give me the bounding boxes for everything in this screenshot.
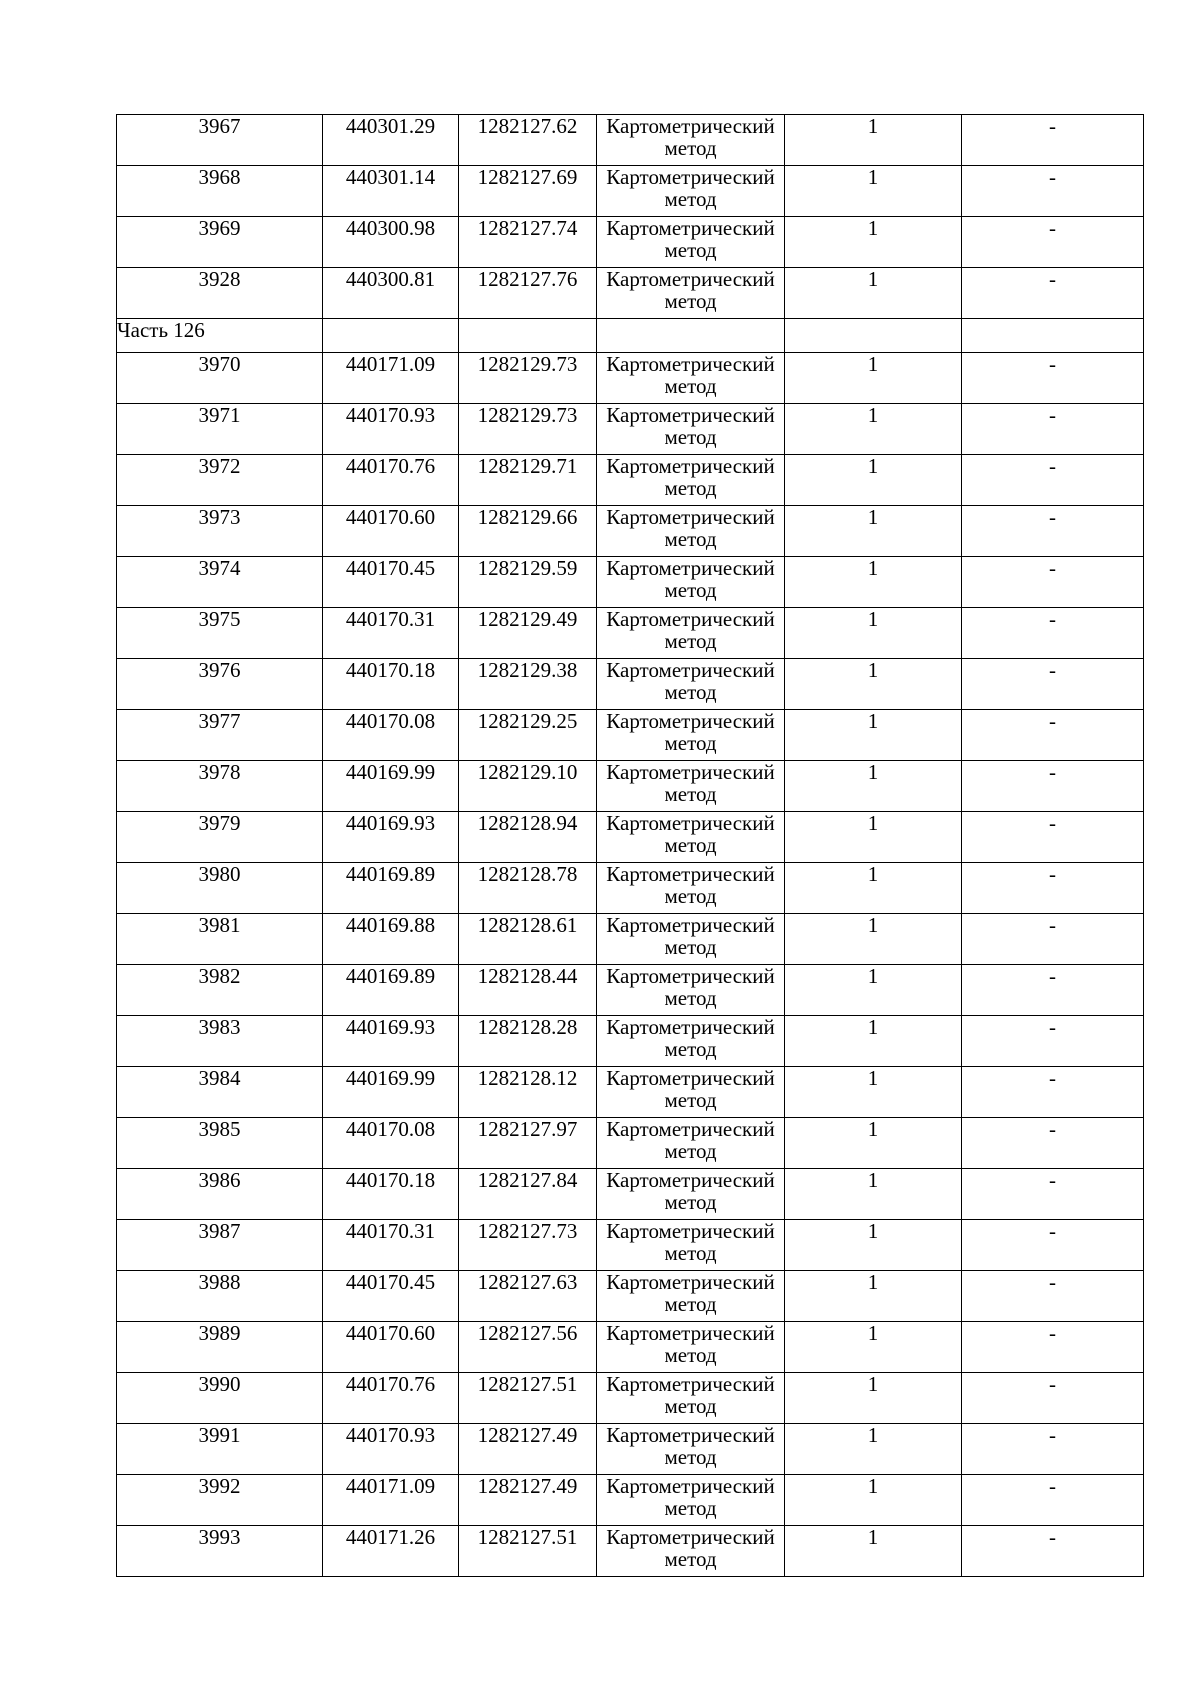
method-cell: [597, 659, 785, 710]
table-row: [117, 1118, 1144, 1169]
method-cell: [597, 965, 785, 1016]
method-cell: [597, 1424, 785, 1475]
table-row: [117, 1067, 1144, 1118]
accuracy-cell: 1: [785, 115, 962, 166]
method-line-2: метод: [664, 1139, 717, 1163]
x-coordinate-cell: 440169.93: [323, 812, 459, 863]
point-number-cell: 3973: [117, 506, 323, 557]
point-number-cell: 3988: [117, 1271, 323, 1322]
empty-cell: [785, 319, 962, 353]
method-line-1: Картометрический: [606, 1219, 775, 1243]
method-line-1: Картометрический: [606, 1525, 775, 1549]
x-coordinate-cell: 440169.88: [323, 914, 459, 965]
empty-cell: [597, 319, 785, 353]
method-cell: [597, 115, 785, 166]
method-cell: [597, 863, 785, 914]
method-line-1: Картометрический: [606, 1117, 775, 1141]
method-line-1: Картометрический: [606, 403, 775, 427]
x-coordinate-cell: 440170.93: [323, 1424, 459, 1475]
method-line-1: Картометрический: [606, 607, 775, 631]
description-cell: -: [962, 1526, 1144, 1577]
y-coordinate-cell: 1282127.51: [459, 1373, 597, 1424]
empty-cell: [323, 319, 459, 353]
point-number-cell: 3983: [117, 1016, 323, 1067]
method-line-2: метод: [664, 289, 717, 313]
accuracy-cell: 1: [785, 455, 962, 506]
method-line-2: метод: [664, 1292, 717, 1316]
method-cell: [597, 914, 785, 965]
x-coordinate-cell: 440169.99: [323, 1067, 459, 1118]
point-number-cell: 3987: [117, 1220, 323, 1271]
y-coordinate-cell: 1282127.74: [459, 217, 597, 268]
accuracy-cell: 1: [785, 812, 962, 863]
description-cell: -: [962, 1118, 1144, 1169]
y-coordinate-cell: 1282127.69: [459, 166, 597, 217]
method-line-2: метод: [664, 833, 717, 857]
section-header-row: [117, 319, 1144, 353]
method-line-2: метод: [664, 1445, 717, 1469]
point-number-cell: 3986: [117, 1169, 323, 1220]
y-coordinate-cell: 1282127.62: [459, 115, 597, 166]
method-cell: [597, 506, 785, 557]
y-coordinate-cell: 1282127.49: [459, 1475, 597, 1526]
x-coordinate-cell: 440170.45: [323, 1271, 459, 1322]
table-row: [117, 1271, 1144, 1322]
x-coordinate-cell: 440301.14: [323, 166, 459, 217]
method-line-1: Картометрический: [606, 811, 775, 835]
table-row: [117, 217, 1144, 268]
method-cell: [597, 1169, 785, 1220]
x-coordinate-cell: 440170.76: [323, 1373, 459, 1424]
table-row: [117, 863, 1144, 914]
x-coordinate-cell: 440300.81: [323, 268, 459, 319]
y-coordinate-cell: 1282127.73: [459, 1220, 597, 1271]
description-cell: -: [962, 659, 1144, 710]
accuracy-cell: 1: [785, 1220, 962, 1271]
table-row: [117, 166, 1144, 217]
section-label: Часть 126: [117, 319, 323, 353]
table-row: [117, 1526, 1144, 1577]
description-cell: -: [962, 608, 1144, 659]
point-number-cell: 3992: [117, 1475, 323, 1526]
description-cell: -: [962, 404, 1144, 455]
description-cell: -: [962, 1322, 1144, 1373]
point-number-cell: 3968: [117, 166, 323, 217]
point-number-cell: 3974: [117, 557, 323, 608]
method-cell: [597, 217, 785, 268]
point-number-cell: 3928: [117, 268, 323, 319]
x-coordinate-cell: 440170.60: [323, 506, 459, 557]
x-coordinate-cell: 440301.29: [323, 115, 459, 166]
method-line-1: Картометрический: [606, 913, 775, 937]
y-coordinate-cell: 1282127.63: [459, 1271, 597, 1322]
method-line-2: метод: [664, 1241, 717, 1265]
table-row: [117, 710, 1144, 761]
point-number-cell: 3970: [117, 353, 323, 404]
method-line-2: метод: [664, 1190, 717, 1214]
point-number-cell: 3972: [117, 455, 323, 506]
table-row: [117, 557, 1144, 608]
y-coordinate-cell: 1282129.71: [459, 455, 597, 506]
description-cell: -: [962, 115, 1144, 166]
method-cell: [597, 557, 785, 608]
method-cell: [597, 710, 785, 761]
method-line-2: метод: [664, 578, 717, 602]
method-line-1: Картометрический: [606, 658, 775, 682]
method-line-1: Картометрический: [606, 862, 775, 886]
coordinates-table: [116, 114, 1144, 1577]
x-coordinate-cell: 440171.09: [323, 1475, 459, 1526]
table-row: [117, 455, 1144, 506]
method-line-2: метод: [664, 986, 717, 1010]
method-cell: [597, 608, 785, 659]
method-cell: [597, 1118, 785, 1169]
method-line-2: метод: [664, 374, 717, 398]
accuracy-cell: 1: [785, 1169, 962, 1220]
method-line-2: метод: [664, 136, 717, 160]
accuracy-cell: 1: [785, 1271, 962, 1322]
description-cell: -: [962, 710, 1144, 761]
x-coordinate-cell: 440170.18: [323, 659, 459, 710]
accuracy-cell: 1: [785, 506, 962, 557]
table-row: [117, 506, 1144, 557]
method-line-1: Картометрический: [606, 1015, 775, 1039]
x-coordinate-cell: 440170.18: [323, 1169, 459, 1220]
method-line-2: метод: [664, 527, 717, 551]
point-number-cell: 3981: [117, 914, 323, 965]
y-coordinate-cell: 1282128.28: [459, 1016, 597, 1067]
x-coordinate-cell: 440171.26: [323, 1526, 459, 1577]
table-row: [117, 404, 1144, 455]
description-cell: -: [962, 1169, 1144, 1220]
description-cell: -: [962, 1220, 1144, 1271]
description-cell: -: [962, 812, 1144, 863]
method-line-1: Картометрический: [606, 1423, 775, 1447]
accuracy-cell: 1: [785, 1424, 962, 1475]
accuracy-cell: 1: [785, 268, 962, 319]
table-row: [117, 1322, 1144, 1373]
method-line-2: метод: [664, 425, 717, 449]
description-cell: -: [962, 965, 1144, 1016]
table-row: [117, 659, 1144, 710]
description-cell: -: [962, 1373, 1144, 1424]
method-line-2: метод: [664, 629, 717, 653]
method-cell: [597, 455, 785, 506]
description-cell: -: [962, 1424, 1144, 1475]
point-number-cell: 3990: [117, 1373, 323, 1424]
y-coordinate-cell: 1282127.56: [459, 1322, 597, 1373]
accuracy-cell: 1: [785, 166, 962, 217]
accuracy-cell: 1: [785, 557, 962, 608]
description-cell: -: [962, 217, 1144, 268]
accuracy-cell: 1: [785, 1016, 962, 1067]
accuracy-cell: 1: [785, 1475, 962, 1526]
method-line-2: метод: [664, 680, 717, 704]
empty-cell: [459, 319, 597, 353]
accuracy-cell: 1: [785, 1373, 962, 1424]
method-cell: [597, 1271, 785, 1322]
accuracy-cell: 1: [785, 404, 962, 455]
table-row: [117, 1016, 1144, 1067]
point-number-cell: 3982: [117, 965, 323, 1016]
method-cell: [597, 812, 785, 863]
method-cell: [597, 353, 785, 404]
x-coordinate-cell: 440169.89: [323, 965, 459, 1016]
method-line-1: Картометрический: [606, 216, 775, 240]
accuracy-cell: 1: [785, 1067, 962, 1118]
method-line-1: Картометрический: [606, 964, 775, 988]
accuracy-cell: 1: [785, 217, 962, 268]
y-coordinate-cell: 1282128.12: [459, 1067, 597, 1118]
method-line-2: метод: [664, 1343, 717, 1367]
method-line-1: Картометрический: [606, 709, 775, 733]
method-cell: [597, 761, 785, 812]
description-cell: -: [962, 455, 1144, 506]
table-row: [117, 761, 1144, 812]
description-cell: -: [962, 557, 1144, 608]
table-row: [117, 268, 1144, 319]
x-coordinate-cell: 440170.76: [323, 455, 459, 506]
table-row: [117, 115, 1144, 166]
y-coordinate-cell: 1282129.38: [459, 659, 597, 710]
table-row: [117, 608, 1144, 659]
method-line-2: метод: [664, 238, 717, 262]
method-line-2: метод: [664, 1496, 717, 1520]
point-number-cell: 3989: [117, 1322, 323, 1373]
description-cell: -: [962, 1271, 1144, 1322]
y-coordinate-cell: 1282128.94: [459, 812, 597, 863]
method-line-1: Картометрический: [606, 454, 775, 478]
method-line-2: метод: [664, 782, 717, 806]
table-row: [117, 914, 1144, 965]
accuracy-cell: 1: [785, 863, 962, 914]
y-coordinate-cell: 1282129.25: [459, 710, 597, 761]
accuracy-cell: 1: [785, 761, 962, 812]
accuracy-cell: 1: [785, 608, 962, 659]
x-coordinate-cell: 440170.31: [323, 1220, 459, 1271]
point-number-cell: 3993: [117, 1526, 323, 1577]
description-cell: -: [962, 268, 1144, 319]
method-line-2: метод: [664, 731, 717, 755]
y-coordinate-cell: 1282127.76: [459, 268, 597, 319]
accuracy-cell: 1: [785, 659, 962, 710]
point-number-cell: 3984: [117, 1067, 323, 1118]
method-line-2: метод: [664, 1088, 717, 1112]
method-cell: [597, 1067, 785, 1118]
method-line-2: метод: [664, 935, 717, 959]
table-row: [117, 1424, 1144, 1475]
method-line-1: Картометрический: [606, 1321, 775, 1345]
description-cell: -: [962, 761, 1144, 812]
x-coordinate-cell: 440170.60: [323, 1322, 459, 1373]
x-coordinate-cell: 440171.09: [323, 353, 459, 404]
y-coordinate-cell: 1282127.51: [459, 1526, 597, 1577]
y-coordinate-cell: 1282129.49: [459, 608, 597, 659]
table-row: [117, 1220, 1144, 1271]
x-coordinate-cell: 440170.31: [323, 608, 459, 659]
method-cell: [597, 166, 785, 217]
method-line-2: метод: [664, 1547, 717, 1571]
description-cell: -: [962, 1016, 1144, 1067]
y-coordinate-cell: 1282129.10: [459, 761, 597, 812]
y-coordinate-cell: 1282127.97: [459, 1118, 597, 1169]
point-number-cell: 3975: [117, 608, 323, 659]
method-line-1: Картометрический: [606, 267, 775, 291]
method-cell: [597, 1475, 785, 1526]
method-cell: [597, 404, 785, 455]
x-coordinate-cell: 440169.93: [323, 1016, 459, 1067]
method-line-2: метод: [664, 1037, 717, 1061]
method-line-2: метод: [664, 476, 717, 500]
x-coordinate-cell: 440170.08: [323, 710, 459, 761]
method-cell: [597, 1373, 785, 1424]
accuracy-cell: 1: [785, 710, 962, 761]
accuracy-cell: 1: [785, 965, 962, 1016]
table-row: [117, 1475, 1144, 1526]
y-coordinate-cell: 1282127.49: [459, 1424, 597, 1475]
method-cell: [597, 1220, 785, 1271]
point-number-cell: 3980: [117, 863, 323, 914]
x-coordinate-cell: 440300.98: [323, 217, 459, 268]
accuracy-cell: 1: [785, 1322, 962, 1373]
y-coordinate-cell: 1282128.61: [459, 914, 597, 965]
point-number-cell: 3979: [117, 812, 323, 863]
method-line-1: Картометрический: [606, 1270, 775, 1294]
point-number-cell: 3978: [117, 761, 323, 812]
description-cell: -: [962, 1475, 1144, 1526]
y-coordinate-cell: 1282128.78: [459, 863, 597, 914]
method-line-2: метод: [664, 884, 717, 908]
point-number-cell: 3971: [117, 404, 323, 455]
description-cell: -: [962, 863, 1144, 914]
method-line-1: Картометрический: [606, 1066, 775, 1090]
accuracy-cell: 1: [785, 1526, 962, 1577]
method-cell: [597, 1016, 785, 1067]
y-coordinate-cell: 1282129.59: [459, 557, 597, 608]
method-line-1: Картометрический: [606, 165, 775, 189]
method-line-1: Картометрический: [606, 556, 775, 580]
y-coordinate-cell: 1282129.73: [459, 404, 597, 455]
method-line-1: Картометрический: [606, 1372, 775, 1396]
accuracy-cell: 1: [785, 914, 962, 965]
y-coordinate-cell: 1282129.66: [459, 506, 597, 557]
method-line-1: Картометрический: [606, 114, 775, 138]
description-cell: -: [962, 506, 1144, 557]
x-coordinate-cell: 440169.89: [323, 863, 459, 914]
method-line-1: Картометрический: [606, 505, 775, 529]
y-coordinate-cell: 1282127.84: [459, 1169, 597, 1220]
x-coordinate-cell: 440169.99: [323, 761, 459, 812]
method-line-1: Картометрический: [606, 1474, 775, 1498]
point-number-cell: 3991: [117, 1424, 323, 1475]
point-number-cell: 3967: [117, 115, 323, 166]
y-coordinate-cell: 1282129.73: [459, 353, 597, 404]
table-row: [117, 1169, 1144, 1220]
method-line-1: Картометрический: [606, 760, 775, 784]
description-cell: -: [962, 1067, 1144, 1118]
point-number-cell: 3985: [117, 1118, 323, 1169]
y-coordinate-cell: 1282128.44: [459, 965, 597, 1016]
accuracy-cell: 1: [785, 353, 962, 404]
method-line-2: метод: [664, 1394, 717, 1418]
method-line-1: Картометрический: [606, 352, 775, 376]
table-row: [117, 965, 1144, 1016]
method-cell: [597, 268, 785, 319]
empty-cell: [962, 319, 1144, 353]
point-number-cell: 3977: [117, 710, 323, 761]
x-coordinate-cell: 440170.45: [323, 557, 459, 608]
description-cell: -: [962, 166, 1144, 217]
method-cell: [597, 1526, 785, 1577]
coordinates-table-body: [117, 115, 1144, 1577]
point-number-cell: 3976: [117, 659, 323, 710]
point-number-cell: 3969: [117, 217, 323, 268]
method-line-1: Картометрический: [606, 1168, 775, 1192]
table-row: [117, 812, 1144, 863]
x-coordinate-cell: 440170.08: [323, 1118, 459, 1169]
method-cell: [597, 1322, 785, 1373]
description-cell: -: [962, 914, 1144, 965]
accuracy-cell: 1: [785, 1118, 962, 1169]
description-cell: -: [962, 353, 1144, 404]
x-coordinate-cell: 440170.93: [323, 404, 459, 455]
table-row: [117, 353, 1144, 404]
table-row: [117, 1373, 1144, 1424]
method-line-2: метод: [664, 187, 717, 211]
